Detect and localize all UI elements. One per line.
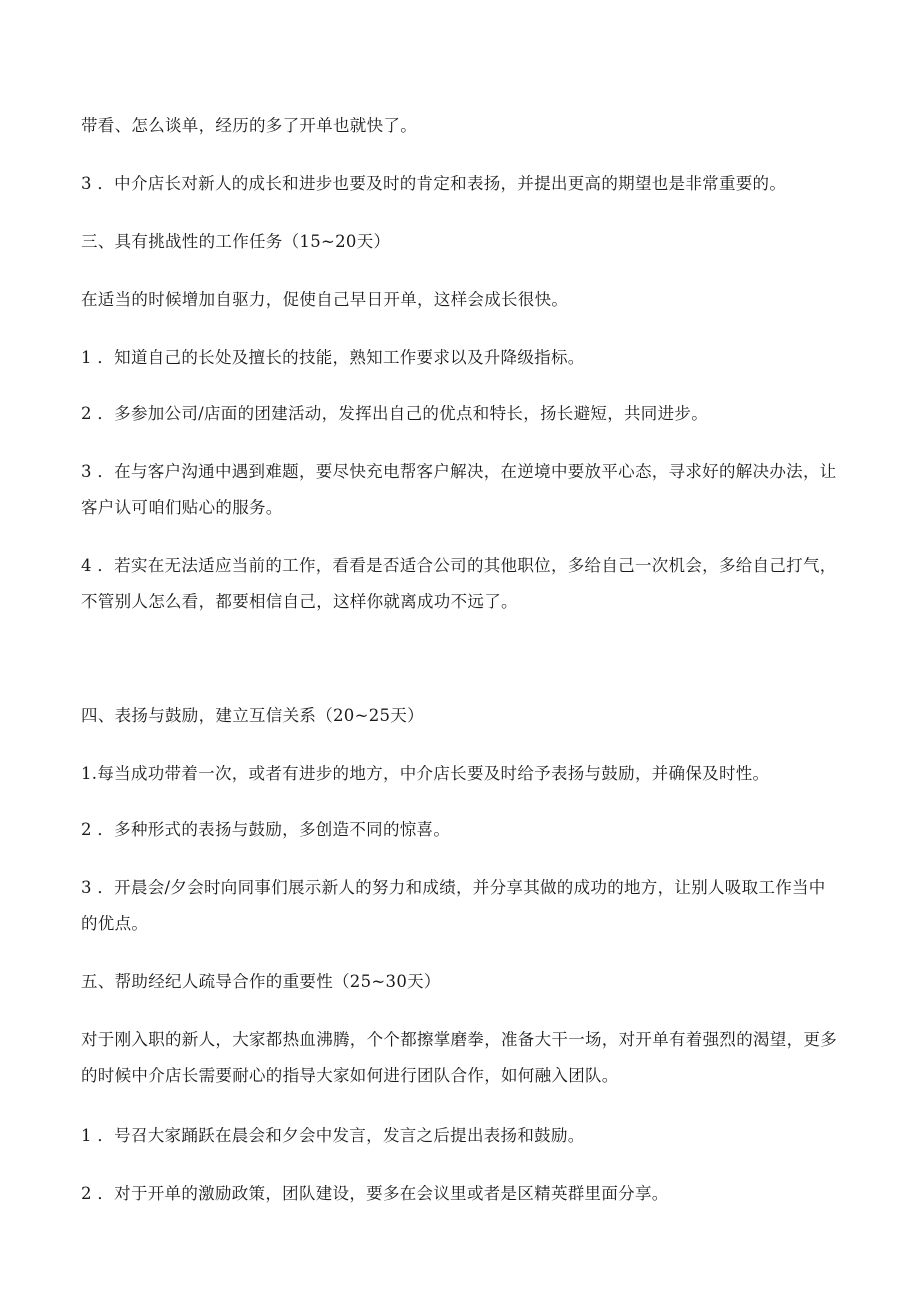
paragraph-continuation: 带看、怎么谈单，经历的多了开单也就快了。 — [81, 116, 417, 135]
list-item-1: 1 ．知道自己的长处及擅长的技能，熟知工作要求以及升降级指标。 — [81, 348, 585, 367]
list-item-2: 2 ．多种形式的表扬与鼓励，多创造不同的惊喜。 — [81, 820, 451, 839]
list-item-1: 1 ．号召大家踊跃在晨会和夕会中发言，发言之后提出表扬和鼓励。 — [81, 1126, 585, 1145]
section-heading-3: 三、具有挑战性的工作任务（15~20天） — [81, 232, 391, 251]
list-item-2: 2 ．对于开单的激励政策，团队建设，要多在会议里或者是区精英群里面分享。 — [81, 1184, 669, 1203]
list-item-1: 1.每当成功带着一次，或者有进步的地方，中介店长要及时给予表扬与鼓励，并确保及时性。 — [81, 764, 770, 783]
section-heading-5: 五、帮助经纪人疏导合作的重要性（25~30天） — [81, 972, 441, 991]
list-item-4: 4 ．若实在无法适应当前的工作，看看是否适合公司的其他职位，多给自己一次机会，多给自己打气，不管别人怎么看，都要相信自己，这样你就离成功不远了。 — [81, 556, 837, 611]
list-item-3: 3 ．在与客户沟通中遇到难题，要尽快充电帮客户解决，在逆境中要放平心态，寻求好的解决办法，让客户认可咱们贴心的服务。 — [81, 462, 837, 517]
list-item-3: 3 ．开晨会/夕会时向同事们展示新人的努力和成绩，并分享其做的成功的地方，让别人吸取工作当中的优点。 — [81, 878, 826, 933]
section-heading-4: 四、表扬与鼓励，建立互信关系（20~25天） — [81, 706, 424, 725]
section-intro: 在适当的时候增加自驱力，促使自己早日开单，这样会成长很快。 — [81, 290, 569, 309]
section-intro: 对于刚入职的新人，大家都热血沸腾，个个都擦掌磨拳，准备大干一场，对开单有着强烈的渴望，更多的时候中介店长需要耐心的指导大家如何进行团队合作，如何融入团队。 — [81, 1030, 837, 1085]
list-item-2: 2 ．多参加公司/店面的团建活动，发挥出自己的优点和特长，扬长避短，共同进步。 — [81, 404, 709, 423]
list-item-3: 3 ．中介店长对新人的成长和进步也要及时的肯定和表扬，并提出更高的期望也是非常重要的。 — [81, 174, 787, 193]
